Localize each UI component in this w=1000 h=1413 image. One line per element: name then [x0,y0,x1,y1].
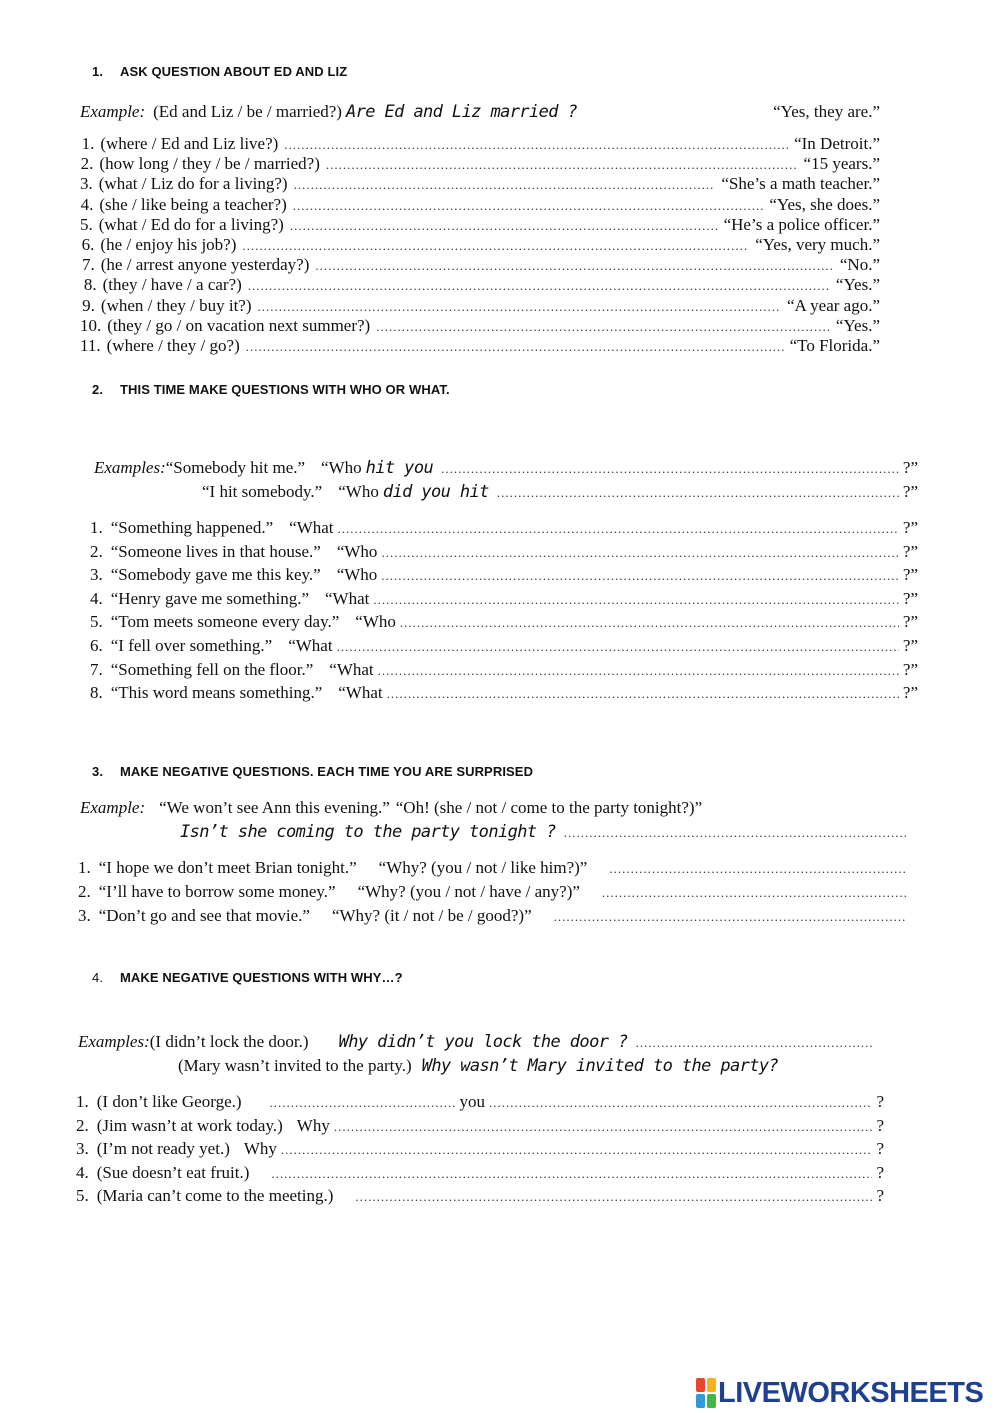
item-prompt: “Why? (you / not / have / any?)” [357,882,580,901]
item-prompt: (when / they / buy it?) [100,295,252,315]
example-prompt: (Ed and Liz / be / married?) [153,102,342,121]
item-question-word: “Who [355,612,396,632]
item-number: 8. [90,683,103,703]
exercise-row [90,589,918,610]
section-number: 3. [92,764,104,779]
item-question-word: “What [289,518,334,537]
item-quote: “Henry gave me something.” [110,588,310,608]
item-quote: “This word means something.” [110,683,323,703]
example-prompt: “Oh! (she / not / come to the party tonight?)” [395,798,703,817]
item-number: 1. [76,1092,89,1111]
example-label: Example: [80,798,146,817]
item-response: “Yes.” [835,315,880,335]
logo-square-red [696,1378,705,1392]
item-prompt: (what / Ed do for a living?) [98,214,284,234]
examples-label: Examples: [78,1032,150,1051]
item-question-word: “Who [336,541,378,561]
exercise-row [90,683,918,704]
exercise-row [90,660,918,681]
item-end: ?” [902,518,918,537]
section-3-heading [92,764,533,779]
section-number: 1. [92,64,104,79]
item-response: “To Florida.” [789,336,880,355]
exercise-row [80,275,880,296]
answer-line [441,459,899,479]
section-1-example [80,102,880,122]
item-quote: “I’ll have to borrow some money.” [98,882,336,901]
answer-line[interactable] [326,155,798,175]
exercise-row [80,316,880,337]
section-number: 4. [92,970,104,985]
answer-line[interactable] [334,1117,873,1137]
item-end: ?” [902,612,918,632]
item-end: ?” [902,659,918,679]
item-response: “In Detroit.” [794,134,880,153]
item-response: “Yes.” [835,275,880,295]
answer-line[interactable] [400,613,899,633]
answer-line [564,823,906,843]
answer-line[interactable] [338,519,899,539]
item-quote: “Someone lives in that house.” [110,541,321,561]
answer-line[interactable] [376,317,830,337]
section-2-heading [92,382,450,397]
item-number: 2. [80,154,94,174]
item-number: 3. [78,906,91,925]
logo-square-yellow [707,1378,716,1392]
answer-line[interactable] [373,590,899,610]
answer-line[interactable] [554,907,906,927]
item-number: 6. [81,235,95,254]
section-title: ASK QUESTION ABOUT ED AND LIZ [120,64,348,79]
item-end: ?” [902,636,918,655]
exercise-row [78,882,910,903]
answer-line[interactable] [290,216,718,236]
item-prompt: (he / enjoy his job?) [100,235,237,254]
item-quote: “I hope we don’t meet Brian tonight.” [98,858,357,877]
answer-line [497,483,899,503]
exercise-row [80,255,880,276]
item-prompt: “Why? (it / not / be / good?)” [331,906,532,925]
exercise-row [90,612,918,633]
section-4-example-1 [78,1032,878,1053]
item-response: “She’s a math teacher.” [721,174,880,194]
answer-line[interactable] [270,1093,456,1113]
exercise-row [76,1186,884,1207]
item-number: 4. [80,194,94,214]
exercise-row [90,636,918,657]
item-end: ?” [902,565,918,585]
answer-line[interactable] [378,661,899,681]
item-prompt: (she / like being a teacher?) [99,194,287,214]
item-question-word: “What [325,588,370,608]
example-label: Example: [80,102,146,121]
item-prompt: (they / go / on vacation next summer?) [107,315,371,335]
section-2-example-1 [94,458,918,479]
item-number: 3. [90,565,103,585]
example-answer: Why wasn’t Mary invited to the party? [421,1056,779,1076]
examples-label: Examples: [94,458,166,477]
example-answer: hit you [365,458,434,478]
answer-line[interactable] [355,1187,872,1207]
exercise-row [76,1092,884,1113]
logo-text: LIVEWORKSHEETS [718,1376,984,1409]
item-number: 10. [80,315,102,335]
section-1-heading [92,64,347,79]
liveworksheets-logo [696,1376,983,1410]
item-prompt: (Maria can’t come to the meeting.) [96,1186,334,1205]
answer-line[interactable] [281,1140,873,1160]
exercise-row [80,154,880,175]
example-answer: Why didn’t you lock the door ? [338,1032,628,1052]
item-number: 5. [90,612,103,632]
item-end: ?” [902,541,918,561]
answer-line [636,1033,874,1053]
exercise-row [76,1163,884,1184]
item-quote: “I fell over something.” [110,636,273,655]
section-4-heading [92,970,403,985]
item-prompt: (where / they / go?) [106,336,240,355]
item-question-word: “What [288,636,333,655]
answer-line[interactable] [294,175,716,195]
item-response: “Yes, very much.” [755,235,880,254]
item-end: ?” [902,588,918,608]
section-title: MAKE NEGATIVE QUESTIONS. EACH TIME YOU ARE SURPRISED [120,764,534,779]
answer-line[interactable] [609,859,906,879]
example-end: ?” [902,482,918,501]
exercise-row [90,542,918,563]
item-number: 1. [78,858,91,877]
item-mid-word: Why [243,1139,277,1158]
exercise-row [80,174,880,195]
item-prompt: (I’m not ready yet.) [96,1139,230,1158]
item-end: ? [876,1092,884,1111]
exercise-row [78,906,910,927]
item-prompt: (how long / they / be / married?) [99,154,320,174]
section-title: THIS TIME MAKE QUESTIONS WITH WHO OR WHAT. [120,382,450,397]
item-number: 4. [90,588,103,608]
item-quote: “Tom meets someone every day.” [110,612,340,632]
example-response: “Yes, they are.” [773,102,880,121]
item-prompt: (Sue doesn’t eat fruit.) [96,1162,250,1182]
item-quote: “Something happened.” [110,518,274,537]
exercise-row [76,1116,884,1137]
item-quote: “Something fell on the floor.” [110,659,314,679]
item-number: 3. [80,174,93,194]
item-question-word: “Who [336,565,378,585]
item-mid-word: Why [296,1115,330,1135]
example-prompt: (Mary wasn’t invited to the party.) [178,1056,412,1075]
answer-line[interactable] [381,566,899,586]
section-3-example [80,798,910,818]
exercise-row [80,296,880,317]
answer-line[interactable] [258,297,782,317]
example-quote: “I hit somebody.” [202,482,323,501]
item-response: “15 years.” [803,154,880,174]
item-quote: “Don’t go and see that movie.” [98,906,310,925]
item-prompt: (I don’t like George.) [96,1092,242,1111]
answer-line[interactable] [284,135,788,155]
answer-line[interactable] [293,196,764,216]
item-prompt: “Why? (you / not / like him?)” [378,858,588,877]
example-answer: did you hit [382,482,489,502]
item-number: 7. [90,659,103,679]
answer-line[interactable] [489,1093,872,1113]
answer-line[interactable] [602,883,906,903]
example-quote: “We won’t see Ann this evening.” [159,798,390,817]
item-number: 4. [76,1162,89,1182]
item-prompt: (what / Liz do for a living?) [98,174,288,194]
item-quote: “Somebody gave me this key.” [110,565,321,585]
item-response: “He’s a police officer.” [723,214,880,234]
exercise-row [80,195,880,216]
item-number: 7. [82,255,95,275]
answer-line[interactable] [248,276,830,296]
item-end: ? [876,1139,884,1158]
item-number: 5. [80,214,93,234]
exercise-row [80,134,880,155]
item-number: 2. [90,541,103,561]
exercise-row [78,858,910,879]
item-response: “A year ago.” [787,295,880,315]
item-question-word: “What [329,659,374,679]
section-title: MAKE NEGATIVE QUESTIONS WITH WHY…? [120,970,403,985]
logo-square-green [707,1394,716,1408]
item-number: 2. [76,1115,89,1135]
item-number: 3. [76,1139,89,1158]
answer-line[interactable] [246,337,784,357]
logo-square-blue [696,1394,705,1408]
exercise-row [80,336,880,357]
item-prompt: (they / have / a car?) [102,275,242,295]
item-question-word: “What [338,683,383,703]
example-question-word: “Who [321,458,362,477]
item-number: 9. [82,295,95,315]
item-prompt: (Jim wasn’t at work today.) [96,1115,283,1135]
example-prompt: (I didn’t lock the door.) [149,1032,309,1051]
exercise-row [80,235,880,256]
exercise-row [80,215,880,236]
item-prompt: (where / Ed and Liz live?) [100,134,279,153]
item-end: ? [876,1162,884,1182]
logo-mark-icon [696,1378,716,1408]
item-response: “Yes, she does.” [769,194,880,214]
example-question-word: “Who [338,482,379,501]
example-quote: “Somebody hit me.” [165,458,306,477]
item-number: 8. [83,275,97,295]
example-end: ?” [902,458,918,477]
item-response: “No.” [839,255,880,275]
answer-line[interactable] [387,684,899,704]
item-end: ? [876,1186,884,1205]
answer-line[interactable] [381,543,898,563]
item-number: 5. [76,1186,89,1205]
example-answer: Are Ed and Liz married ? [345,102,578,122]
answer-line[interactable] [315,256,833,276]
item-number: 11. [80,336,101,355]
item-mid-word: you [459,1092,486,1111]
section-3-example-answer [176,822,910,843]
item-prompt: (he / arrest anyone yesterday?) [100,255,310,275]
answer-line[interactable] [337,637,899,657]
answer-line[interactable] [271,1164,872,1184]
exercise-row [76,1139,884,1160]
item-end: ?” [902,683,918,703]
example-answer: Isn’t she coming to the party tonight ? [180,822,556,842]
exercise-row [90,565,918,586]
section-number: 2. [92,382,104,397]
section-4-example-2 [178,1056,938,1076]
item-number: 2. [78,882,91,901]
item-number: 6. [90,636,103,655]
item-number: 1. [90,518,103,537]
answer-line[interactable] [242,236,749,256]
item-number: 1. [81,134,95,153]
item-end: ? [876,1115,884,1135]
section-2-example-2 [202,482,918,503]
exercise-row [90,518,918,539]
